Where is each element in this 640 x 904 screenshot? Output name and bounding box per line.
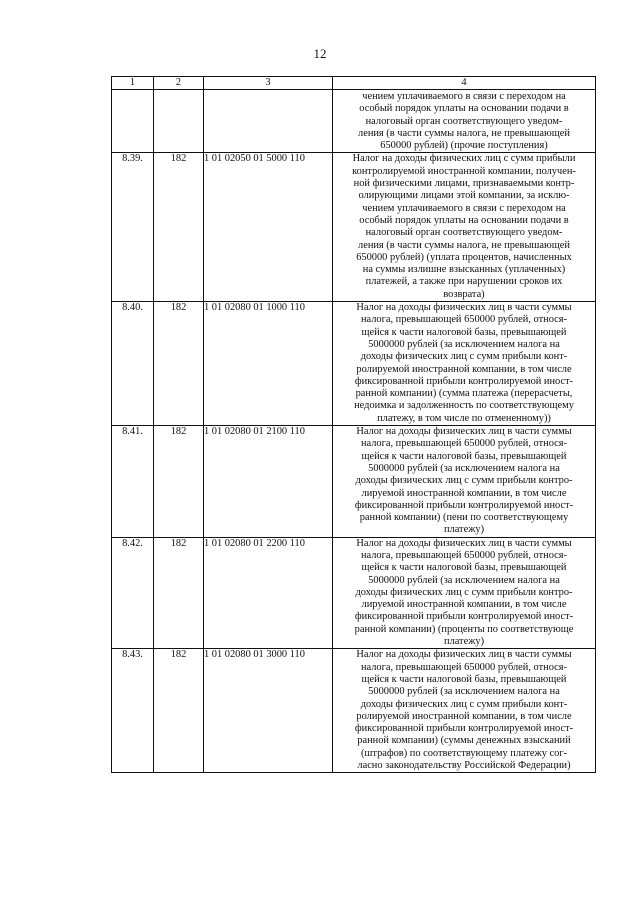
description-line: ранной компании) (проценты по соответствующе (354, 623, 574, 635)
description-line: (штрафов) по соответствующему платежу сог- (360, 747, 568, 759)
description-line: доходы физических лиц с сумм прибыли контро- (355, 475, 573, 487)
table-body (112, 90, 596, 773)
description-line: 650000 рублей) (прочие поступления) (380, 140, 548, 152)
description-cell (333, 426, 596, 538)
admin-code-cell: 182 (154, 537, 204, 649)
table-row (112, 426, 596, 538)
table-header-row (112, 77, 596, 90)
column-header-3: 3 (204, 77, 333, 90)
description-line: ранной компании) (суммы денежных взысканий (357, 735, 571, 747)
description-cell (333, 302, 596, 426)
description-line: доходы физических лиц с сумм прибыли контро- (355, 586, 573, 598)
description-line: доходы физических лиц с сумм прибыли конт- (360, 698, 568, 710)
admin-code-cell: 182 (154, 302, 204, 426)
description-line: щейся к части налоговой базы, превышающей (361, 450, 567, 462)
description-line: фиксированной прибыли контролируемой иност- (354, 723, 574, 735)
description-line: Налог на доходы физических лиц с сумм прибыли (352, 153, 576, 165)
description-line: фиксированной прибыли контролируемой иност- (354, 375, 574, 387)
table-row (112, 302, 596, 426)
description-line: налога, превышающей 650000 рублей, относя- (360, 549, 568, 561)
description-line: щейся к части налоговой базы, превышающей (361, 326, 567, 338)
row-number-cell: 8.40. (112, 302, 154, 426)
description-line: олирующими лицами этой компании, за исклю- (358, 190, 570, 202)
description-line: Налог на доходы физических лиц в части суммы (356, 537, 572, 549)
description-line: особый порядок уплаты на основании подачи в (359, 103, 569, 115)
budget-code-cell: 1 01 02080 01 1000 110 (204, 302, 333, 426)
admin-code-cell: 182 (154, 426, 204, 538)
column-header-4: 4 (333, 77, 596, 90)
description-line: возврата) (443, 288, 485, 300)
description-line: доходы физических лиц с сумм прибыли конт- (360, 351, 568, 363)
budget-code-cell: 1 01 02080 01 2100 110 (204, 426, 333, 538)
description-line: ления (в части суммы налога, не превышающей (358, 127, 570, 139)
description-line: 5000000 рублей (за исключением налога на (368, 574, 560, 586)
row-number-cell: 8.41. (112, 426, 154, 538)
description-line: платежу, в том числе по отмененному)) (377, 412, 551, 424)
description-line: фиксированной прибыли контролируемой иност- (354, 611, 574, 623)
table-row (112, 90, 596, 153)
description-line: щейся к части налоговой базы, превышающей (361, 673, 567, 685)
description-line: лируемой иностранной компании, в том числе (361, 487, 567, 499)
description-line: щейся к части налоговой базы, превышающей (361, 562, 567, 574)
description-line: Налог на доходы физических лиц в части суммы (356, 426, 572, 438)
table-row (112, 649, 596, 773)
description-line: ранной компании) (сумма платежа (перерасчеты, (355, 388, 573, 400)
budget-code-cell: 1 01 02080 01 2200 110 (204, 537, 333, 649)
row-number-cell: 8.42. (112, 537, 154, 649)
description-line: чением уплачиваемого в связи с переходом на (362, 91, 566, 102)
description-line: платежей, а также при нарушении сроков их (365, 276, 563, 288)
row-number-cell (112, 90, 154, 153)
description-line: налога, превышающей 650000 рублей, относя- (360, 661, 568, 673)
admin-code-cell (154, 90, 204, 153)
admin-code-cell: 182 (154, 649, 204, 773)
description-line: ласно законодательству Российской Федерации) (357, 760, 571, 772)
description-cell (333, 537, 596, 649)
description-cell (333, 649, 596, 773)
description-line: платежу) (443, 524, 485, 536)
description-line: фиксированной прибыли контролируемой иност- (354, 499, 574, 511)
description-line: Налог на доходы физических лиц в части суммы (356, 649, 572, 661)
description-line: налога, превышающей 650000 рублей, относя- (360, 438, 568, 450)
description-line: 5000000 рублей (за исключением налога на (368, 462, 560, 474)
description-line: налоговый орган соответствующего уведом- (365, 227, 563, 239)
description-line: платежу) (443, 636, 485, 648)
description-line: лируемой иностранной компании, в том числе (361, 599, 567, 611)
description-line: ролируемой иностранной компании, в том числе (356, 363, 572, 375)
table-row (112, 537, 596, 649)
description-line: Налог на доходы физических лиц в части суммы (356, 302, 572, 314)
description-line: чением уплачиваемого в связи с переходом на (362, 202, 566, 214)
description-line: 5000000 рублей (за исключением налога на (368, 338, 560, 350)
description-cell (333, 153, 596, 302)
budget-code-cell: 1 01 02080 01 3000 110 (204, 649, 333, 773)
budget-code-cell (204, 90, 333, 153)
description-line: недоимка и задолженность по соответствующему (354, 400, 574, 412)
description-line: ления (в части суммы налога, не превышающей (358, 239, 570, 251)
budget-code-cell: 1 01 02050 01 5000 110 (204, 153, 333, 302)
description-line: ной физическими лицами, признаваемыми контр- (353, 178, 575, 190)
admin-code-cell: 182 (154, 153, 204, 302)
row-number-cell: 8.39. (112, 153, 154, 302)
description-line: особый порядок уплаты на основании подачи в (359, 214, 569, 226)
budget-classification-table (111, 76, 596, 773)
description-line: 650000 рублей) (уплата процентов, начисленных (356, 251, 572, 263)
description-line: ранной компании) (пени по соответствующему (359, 512, 569, 524)
description-line: на суммы излишне взысканных (уплаченных) (362, 264, 566, 276)
column-header-2: 2 (154, 77, 204, 90)
page-number: 12 (313, 46, 327, 61)
description-line: ролируемой иностранной компании, в том числе (356, 710, 572, 722)
row-number-cell: 8.43. (112, 649, 154, 773)
table-row (112, 153, 596, 302)
column-header-1: 1 (112, 77, 154, 90)
description-line: налога, превышающей 650000 рублей, относя- (360, 314, 568, 326)
description-line: контролируемой иностранной компании, получен- (352, 165, 576, 177)
description-line: налоговый орган соответствующего уведом- (365, 115, 563, 127)
description-line: 5000000 рублей (за исключением налога на (368, 686, 560, 698)
description-cell (333, 90, 596, 153)
